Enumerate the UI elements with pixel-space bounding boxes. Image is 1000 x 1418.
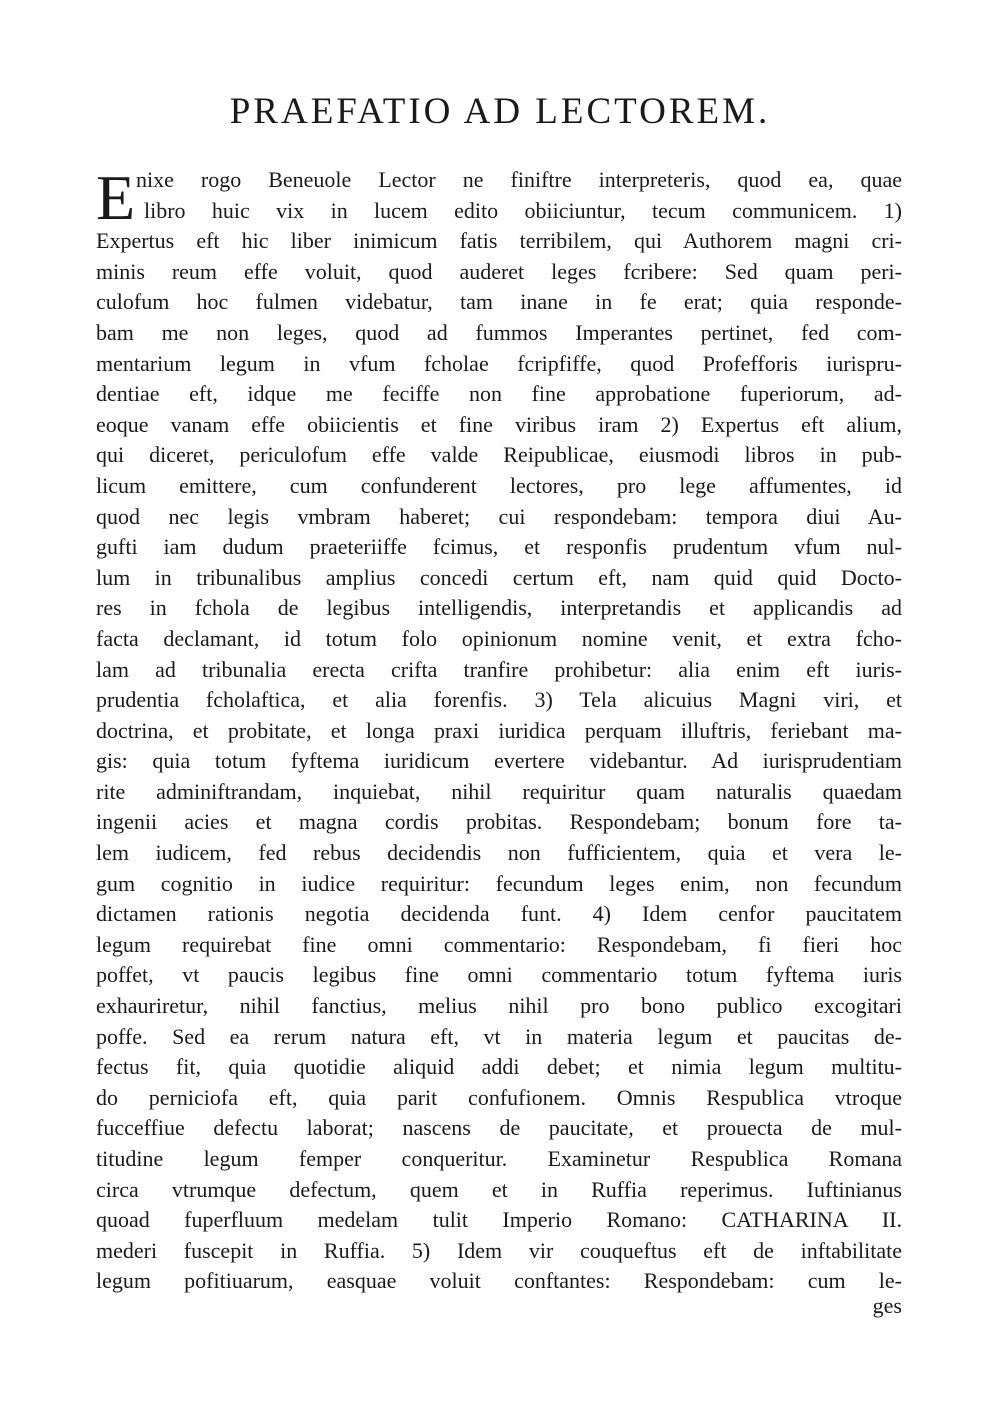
text-line: facta declamant, id totum folo opinionum nomine venit, et extra fcho- [96, 625, 902, 651]
text-line: gis: quia totum fyftema iuridicum evertere videbantur. Ad iurisprudentiam [96, 748, 902, 774]
text-line: lem iudicem, fed rebus decidendis non fufficientem, quia et vera le- [96, 840, 902, 866]
text-line: fectus fit, quia quotidie aliquid addi debet; et nimia legum multitu- [96, 1054, 902, 1080]
page-title: PRAEFATIO AD LECTOREM. [229, 91, 771, 132]
text-line: legum pofitiuarum, easquae voluit conftantes: Respondebam: cum le- [96, 1268, 902, 1294]
text-line: minis reum effe voluit, quod auderet leges fcribere: Sed quam peri- [96, 258, 902, 284]
text-line: culofum hoc fulmen videbatur, tam inane in fe erat; quia responde- [96, 289, 902, 315]
text-line: doctrina, et probitate, et longa praxi iuridica perquam illuftris, feriebant ma- [96, 717, 902, 743]
text-line: quoad fuperfluum medelam tulit Imperio Romano: CATHARINA II. [96, 1207, 902, 1233]
text-line: libro huic vix in lucem edito obiiciuntur, tecum communicem. 1) [144, 197, 902, 223]
text-line: exhauriretur, nihil fanctius, melius nihil pro bono publico excogitari [96, 993, 902, 1019]
text-line: dictamen rationis negotia decidenda funt. 4) Idem cenfor paucitatem [96, 901, 902, 927]
text-line: dentiae eft, idque me feciffe non fine approbatione fuperiorum, ad- [96, 381, 902, 407]
text-line: prudentia fcholaftica, et alia forenfis. 3) Tela alicuius Magni viri, et [96, 687, 902, 713]
body-text [96, 162, 902, 1297]
text-line: lum in tribunalibus amplius concedi certum eft, nam quid quid Docto- [96, 564, 902, 590]
text-line: licum emittere, cum confunderent lectores, pro lege affumentes, id [96, 472, 902, 498]
text-line: titudine legum femper conqueritur. Examinetur Respublica Romana [96, 1146, 902, 1171]
text-line: do perniciofa eft, quia parit confufionem. Omnis Respublica vtroque [96, 1084, 902, 1110]
text-line: gum cognitio in iudice requiritur: fecundum leges enim, non fecundum [96, 870, 902, 896]
text-line: bam me non leges, quod ad fummos Imperantes pertinet, fed com- [96, 319, 902, 345]
text-line: quod nec legis vmbram haberet; cui respondebam: tempora diui Au- [96, 503, 902, 529]
text-line: poffet, vt paucis legibus fine omni commentario totum fyftema iuris [96, 962, 902, 988]
text-line: mentarium legum in vfum fcholae fcripfiffe, quod Profefforis iurispru- [96, 350, 902, 376]
text-line: fucceffiue defectu laborat; nascens de paucitate, et prouecta de mul- [96, 1115, 902, 1141]
text-line: rite adminiftrandam, inquiebat, nihil requiritur quam naturalis quaedam [96, 778, 902, 804]
text-line: legum requirebat fine omni commentario: Respondebam, fi fieri hoc [96, 931, 902, 957]
text-line: ingenii acies et magna cordis probitas. Respondebam; bonum fore ta- [96, 809, 902, 835]
text-line: lam ad tribunalia erecta crifta tranfire prohibetur: alia enim eft iuris- [96, 656, 902, 682]
text-line: eoque vanam effe obiicientis et fine viribus iram 2) Expertus eft alium, [96, 411, 902, 437]
text-line: poffe. Sed ea rerum natura eft, vt in materia legum et paucitas de- [96, 1023, 902, 1049]
text-line: res in fchola de legibus intelligendis, interpretandis et applicandis ad [96, 595, 902, 621]
text-line: Expertus eft hic liber inimicum fatis terribilem, qui Authorem magni cri- [96, 228, 902, 254]
text-line: nixe rogo Beneuole Lector ne finiftre interpreteris, quod ea, quae [136, 167, 902, 192]
catchword: ges [872, 1293, 902, 1318]
text-line: circa vtrumque defectum, quem et in Ruffia reperimus. Iuftinianus [96, 1176, 902, 1202]
text-line: gufti iam dudum praeteriiffe fcimus, et responfis prudentum vfum nul- [96, 534, 902, 560]
text-line: mederi fuscepit in Ruffia. 5) Idem vir couqueftus eft de inftabilitate [96, 1237, 902, 1263]
text-line: qui diceret, periculofum effe valde Reipublicae, eiusmodi libros in pub- [96, 442, 902, 468]
drop-cap: E [96, 162, 136, 233]
